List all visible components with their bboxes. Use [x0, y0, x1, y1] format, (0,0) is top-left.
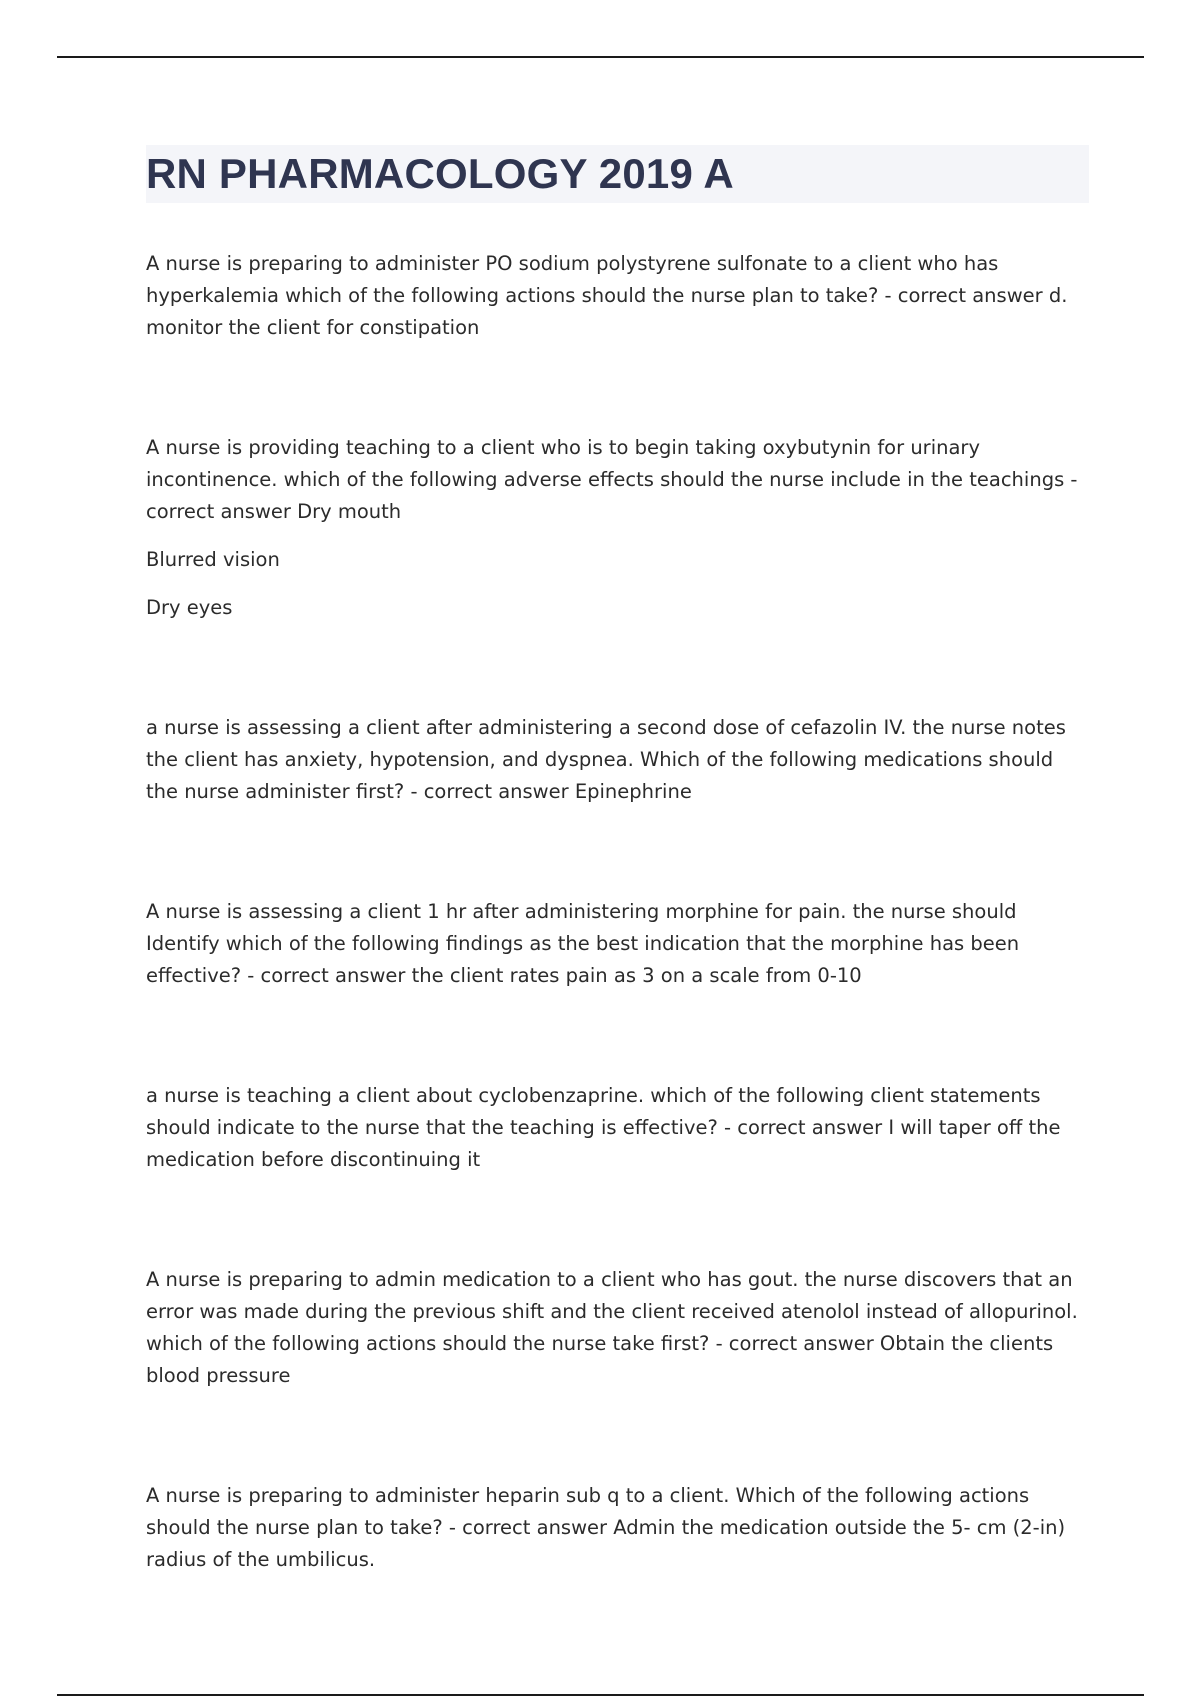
footer-rule [57, 1694, 1144, 1696]
qa-text: A nurse is preparing to administer PO sodium polystyrene sulfonate to a client who has hyperkalemia which of the following actions should the nurse plan to take? - correct answer d. monitor the client for constipation [146, 252, 1068, 339]
qa-item-3 [146, 712, 1091, 808]
qa-item-4 [146, 896, 1091, 992]
qa-item-7 [146, 1480, 1091, 1576]
header-rule [57, 56, 1144, 58]
document-title: RN PHARMACOLOGY 2019 A [146, 150, 734, 197]
qa-item-5 [146, 1080, 1091, 1176]
qa-text: A nurse is assessing a client 1 hr after administering morphine for pain. the nurse should Identify which of the following findings as the best indication that the morphine has been effective? - correct answer the client rates pain as 3 on a scale from 0-10 [146, 900, 1020, 987]
qa-text: A nurse is preparing to administer heparin sub q to a client. Which of the following actions should the nurse plan to take? - correct answer Admin the medication outside the 5- cm (2-in) radius of the umbilicus. [146, 1484, 1066, 1571]
qa-text: a nurse is assessing a client after administering a second dose of cefazolin IV. the nurse notes the client has anxiety, hypotension, and dyspnea. Which of the following medications should the nurse administer first? - correct answer Epinephrine [146, 716, 1066, 803]
qa-answer-line: Blurred vision [146, 548, 280, 571]
qa-text: a nurse is teaching a client about cyclobenzaprine. which of the following client statements should indicate to the nurse that the teaching is effective? - correct answer I will taper off the medication before discontinuing it [146, 1084, 1061, 1171]
qa-item-6 [146, 1264, 1091, 1392]
document-body [146, 248, 1091, 1664]
qa-text: A nurse is providing teaching to a client who is to begin taking oxybutynin for urinary incontinence. which of the following adverse effects should the nurse include in the teachings - correct answer Dry mouth [146, 436, 1078, 523]
qa-answer-line: Dry eyes [146, 596, 233, 619]
qa-item-2 [146, 432, 1091, 624]
qa-text: A nurse is preparing to admin medication to a client who has gout. the nurse discovers that an error was made during the previous shift and the client received atenolol instead of allopurinol. which of the following actions should the nurse take first? - correct answer Obtain the clients blood pressure [146, 1268, 1078, 1387]
qa-item-1 [146, 248, 1091, 344]
